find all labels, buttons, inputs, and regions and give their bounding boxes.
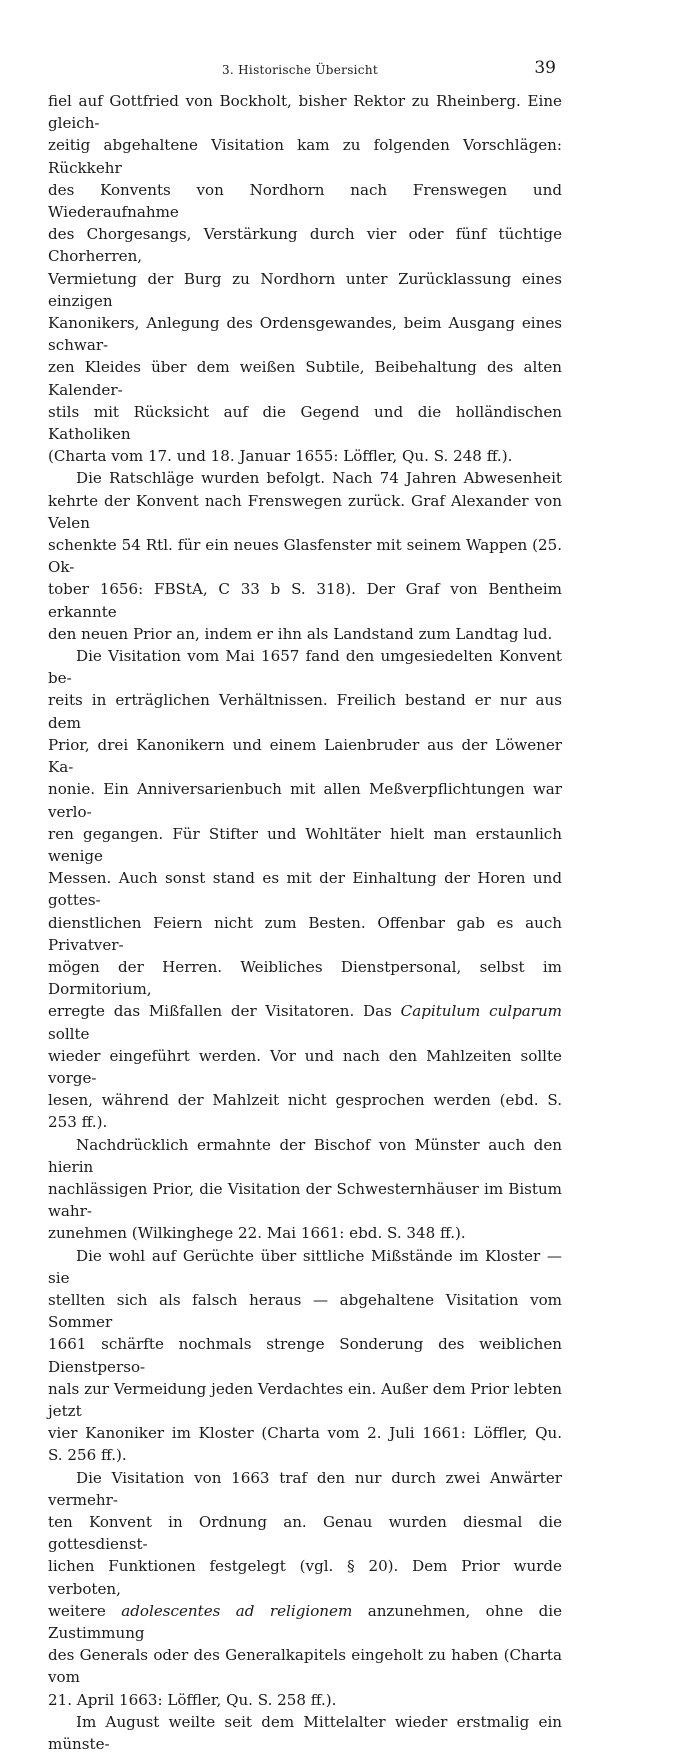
text-line: den neuen Prior an, indem er ihn als Landstand zum Landtag lud. [48,624,553,643]
running-title: 3. Historische Übersicht [222,63,378,77]
text-line: zunehmen (Wilkinghege 22. Mai 1661: ebd. S. 348 ff.). [48,1224,466,1243]
text-line: 21. April 1663: Löffler, Qu. S. 258 ff.). [48,1690,337,1709]
paragraph [48,90,562,467]
text-line: stils mit Rücksicht auf die Gegend und die holländischen Katholiken [48,402,562,444]
text-line: (Charta vom 17. und 18. Januar 1655: Löffler, Qu. S. 248 ff.). [48,447,513,466]
text-line: Die Visitation vom Mai 1657 fand den umgesiedelten Konvent be- [48,647,562,688]
paragraph [48,1134,562,1245]
text-line: Vermietung der Burg zu Nordhorn unter Zurücklassung eines einzigen [48,269,562,310]
text-line: Messen. Auch sonst stand es mit der Einhaltung der Horen und gottes- [48,869,562,910]
text-line: des Generals oder des Generalkapitels eingeholt zu haben (Charta vom [48,1646,562,1687]
paragraph [48,645,562,1133]
text-line: kehrte der Konvent nach Frenswegen zurück. Graf Alexander von Velen [48,491,562,532]
text-line: fiel auf Gottfried von Bockholt, bisher Rektor zu Rheinberg. Eine gleich- [48,92,562,133]
text-line: nachlässigen Prior, die Visitation der Schwesternhäuser im Bistum wahr- [48,1179,562,1221]
text-line: schenkte 54 Rtl. für ein neues Glasfenster mit seinem Wappen (25. Ok- [48,536,562,577]
text-line: ten Konvent in Ordnung an. Genau wurden diesmal die gottesdienst- [48,1513,562,1554]
body-text [48,90,562,1755]
text-line: zeitig abgehaltene Visitation kam zu folgenden Vorschlägen: Rückkehr [48,136,562,177]
text-line: vier Kanoniker im Kloster (Charta vom 2. Juli 1661: Löffler, Qu. [48,1424,562,1443]
text-line: lesen, während der Mahlzeit nicht gesprochen werden (ebd. S. 253 ff.). [48,1091,562,1132]
paragraph [48,467,562,645]
text-line: erregte das Mißfallen der Visitatoren. Das Capitulum culparum sollte [48,1002,562,1043]
text-line: lichen Funktionen festgelegt (vgl. § 20). Dem Prior wurde verboten, [48,1557,562,1598]
text-line: Die wohl auf Gerüchte über sittliche Mißstände im Kloster — sie [48,1246,562,1287]
text-line: weitere adolescentes ad religionem anzunehmen, ohne die Zustimmung [48,1601,562,1643]
text-line: Die Visitation von 1663 traf den nur durch zwei Anwärter vermehr- [48,1468,562,1509]
text-line: Die Ratschläge wurden befolgt. Nach 74 Jahren Abwesenheit [76,469,562,488]
text-line: zen Kleides über dem weißen Subtile, Beibehaltung des alten Kalender- [48,358,562,399]
text-line: mögen der Herren. Weibliches Dienstpersonal, selbst im Dormitorium, [48,957,562,999]
text-line: des Konvents von Nordhorn nach Frenswegen und Wiederaufnahme [48,180,562,222]
text-line: 1661 schärfte nochmals strenge Sonderung des weiblichen Dienstperso- [48,1335,562,1376]
text-line: nals zur Vermeidung jeden Verdachtes ein. Außer dem Prior lebten jetzt [48,1379,562,1420]
text-line: Prior, drei Kanonikern und einem Laienbruder aus der Löwener Ka- [48,735,562,777]
text-line: stellten sich als falsch heraus — abgehaltene Visitation vom Sommer [48,1290,562,1332]
page-number: 39 [534,58,556,78]
paragraph [48,1467,562,1711]
latin-term: adolescentes ad religionem [121,1601,353,1620]
paragraph [48,1245,562,1467]
text-line: Nachdrücklich ermahnte der Bischof von Münster auch den hierin [48,1135,562,1176]
text-line: nonie. Ein Anniversarienbuch mit allen Meßverpflichtungen war verlo- [48,780,562,821]
text-line: S. 256 ff.). [48,1446,127,1465]
running-head [0,58,700,82]
text-line: Kanonikers, Anlegung des Ordensgewandes, beim Ausgang eines schwar- [48,314,562,355]
text-line: des Chorgesangs, Verstärkung durch vier oder fünf tüchtige Chorherren, [48,225,562,266]
text-line: wieder eingeführt werden. Vor und nach den Mahlzeiten sollte vorge- [48,1046,562,1087]
text-line: Im August weilte seit dem Mittelalter wieder erstmalig ein münste- [48,1712,562,1754]
text-line: ren gegangen. Für Stifter und Wohltäter hielt man erstaunlich wenige [48,824,562,865]
text-line: dienstlichen Feiern nicht zum Besten. Offenbar gab es auch Privatver- [48,913,562,954]
text-line: tober 1656: FBStA, C 33 b S. 318). Der Graf von Bentheim erkannte [48,580,562,621]
latin-term: Capitulum culparum [400,1002,562,1021]
paragraph [48,1711,562,1755]
text-line: reits in erträglichen Verhältnissen. Freilich bestand er nur aus dem [48,691,562,732]
